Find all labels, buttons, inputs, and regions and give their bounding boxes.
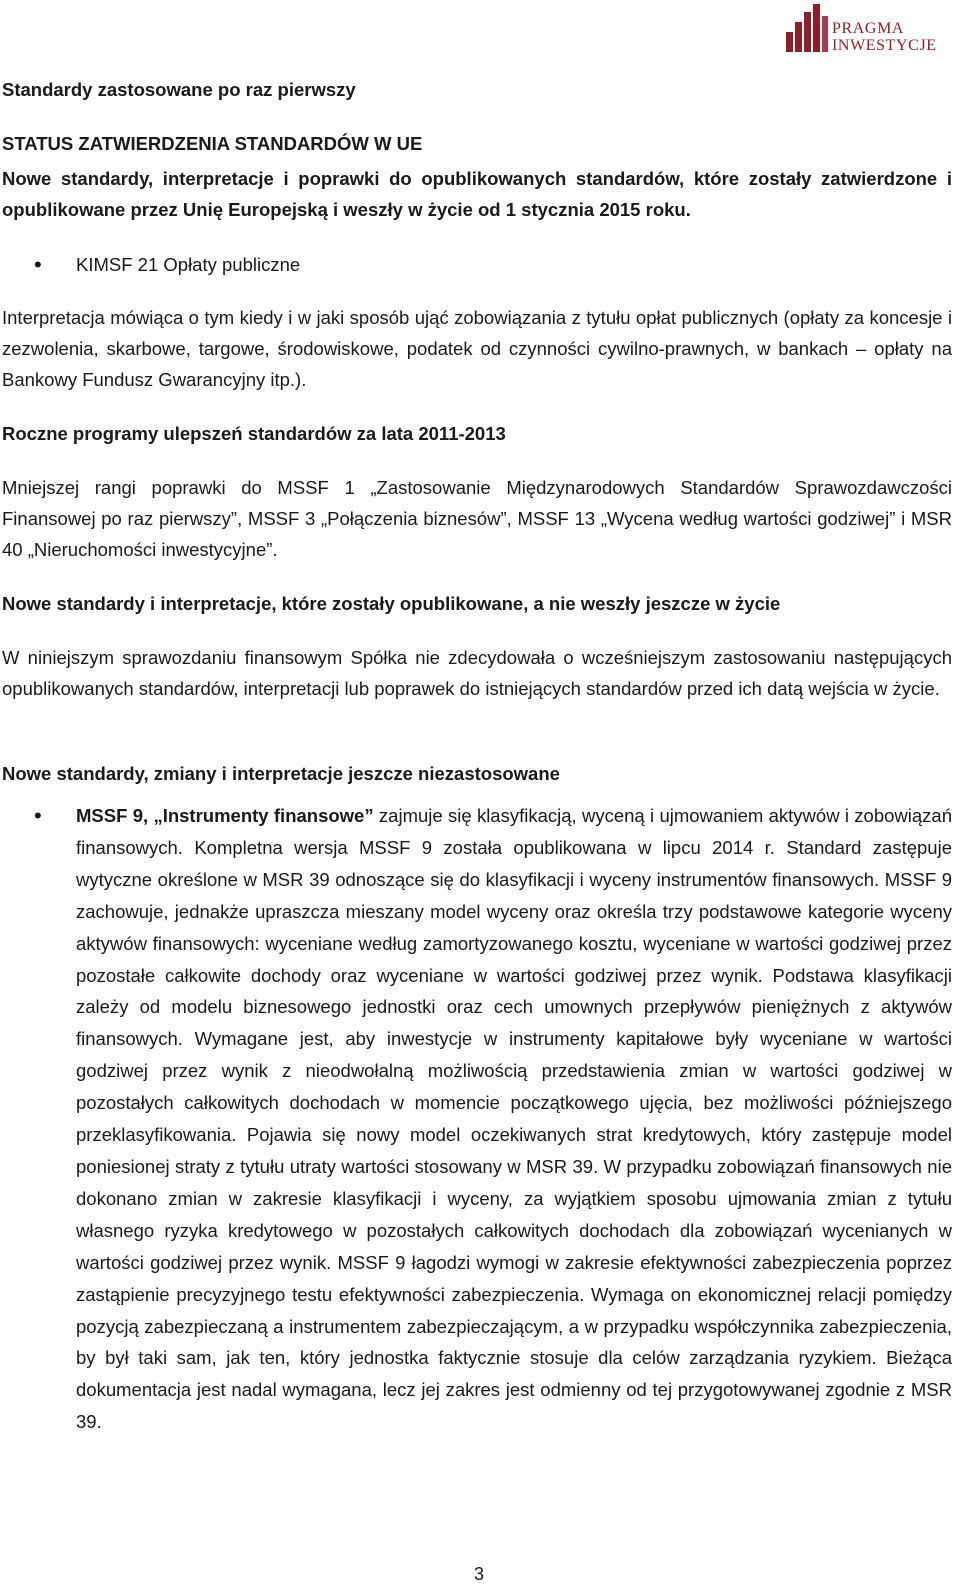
not-applied-standards-heading: Nowe standardy, zmiany i interpretacje jeszcze niezastosowane xyxy=(2,763,560,784)
logo-bars-icon xyxy=(786,2,830,54)
mssf9-paragraph xyxy=(76,800,952,1438)
first-time-standards-heading: Standardy zastosowane po raz pierwszy xyxy=(2,79,356,100)
annual-improvements-heading: Roczne programy ulepszeń standardów za lata 2011-2013 xyxy=(2,423,506,444)
eu-status-heading: STATUS ZATWIERDZENIA STANDARDÓW W UE xyxy=(2,133,423,154)
kimsf-bullet-item: KIMSF 21 Opłaty publiczne xyxy=(76,254,301,275)
mssf9-lead: MSSF 9, „Instrumenty finansowe” xyxy=(76,805,374,826)
mssf9-text: zajmuje się klasyfikacją, wyceną i ujmowaniem aktywów i zobowiązań finansowych. Kompletna wersja MSSF 9 została opublikowana w lipcu 2014 r. Standard zastępuje wytyczne określone w MSR 39 odnoszące się do klasyfikacji i wyceny instrumentów finansowych. MSSF 9 zachowuje, jednakże upraszcza mieszany model wyceny oraz określa trzy podstawowe kategorie wyceny aktywów finansowych: wyceniane według zamortyzowanego kosztu, wyceniane w wartości godziwej przez pozostałe całkowite dochody oraz wyceniane w wartości godziwej przez wynik. Podstawa klasyfikacji zależy od modelu biznesowego jednostki oraz cech umownych przepływów pieniężnych z aktywów finansowych. Wymagane jest, aby inwestycje w instrumenty kapitałowe były wyceniane w wartości godziwej przez wynik z nieodwołalną możliwością przedstawienia zmian w wartości godziwej w pozostałych całkowitych dochodach w momencie początkowego ujęcia, bez możliwości późniejszego przeklasyfikowania. Pojawia się nowy model oczekiwanych strat kredytowych, który zastępuje model poniesionej straty z tytułu utraty wartości stosowany w MSR 39. W przypadku zobowiązań finansowych nie dokonano zmian w zakresie klasyfikacji i wyceny, za wyjątkiem sposobu ujmowania zmian z tytułu własnego ryzyka kredytowego w pozostałych całkowitych dochodach dla zobowiązań wycenianych w wartości godziwej przez wynik. MSSF 9 łagodzi wymogi w zakresie efektywności zabezpieczenia poprzez zastąpienie precyzyjnego testu efektywności zabezpieczenia. Wymaga on ekonomicznej relacji pomiędzy pozycją zabezpieczaną a instrumentem zabezpieczającym, a w przypadku współczynnika zabezpieczenia, by był taki sam, jak ten, który jednostka faktycznie stosuje dla celów zarządzania ryzykiem. Bieżąca dokumentacja jest nadal wymagana, lecz jej zakres jest odmienny od tej przygotowywanej zgodnie z MSR 39. xyxy=(76,805,952,1433)
new-standards-not-effective-heading: Nowe standardy i interpretacje, które zostały opublikowane, a nie weszły jeszcze w życie xyxy=(2,593,781,614)
bullet-icon: • xyxy=(34,252,42,277)
eu-intro-paragraph: Nowe standardy, interpretacje i poprawki do opublikowanych standardów, które zostały zatwierdzone i opublikowane przez Unię Europejską i weszły w życie od 1 stycznia 2015 roku. xyxy=(2,168,952,220)
page-number: 3 xyxy=(473,1564,484,1584)
kimsf-paragraph: Interpretacja mówiąca o tym kiedy i w jaki sposób ująć zobowiązania z tytułu opłat publicznych (opłaty za koncesje i zezwolenia, skarbowe, targowe, środowiskowe, podatek od czynności cywilno-prawnych, w bankach – opłaty na Bankowy Fundusz Gwarancyjny itp.). xyxy=(2,307,952,390)
logo-line1: PRAGMA xyxy=(832,20,905,37)
annual-improvements-paragraph: Mniejszej rangi poprawki do MSSF 1 „Zastosowanie Międzynarodowych Standardów Sprawozdawczości Finansowej po raz pierwszy”, MSSF 3 „Połączenia biznesów”, MSSF 13 „Wycena według wartości godziwej” i MSR 40 „Nieruchomości inwestycyjne”. xyxy=(2,477,952,560)
company-logo xyxy=(786,2,952,62)
new-standards-not-effective-paragraph: W niniejszym sprawozdaniu finansowym Spółka nie zdecydowała o wcześniejszym zastosowaniu następujących opublikowanych standardów, interpretacji lub poprawek do istniejących standardów przed ich datą wejścia w życie. xyxy=(2,647,952,699)
logo-line2: INWESTYCJE xyxy=(832,37,937,54)
logo-text xyxy=(832,20,937,54)
bullet-icon: • xyxy=(34,803,42,828)
